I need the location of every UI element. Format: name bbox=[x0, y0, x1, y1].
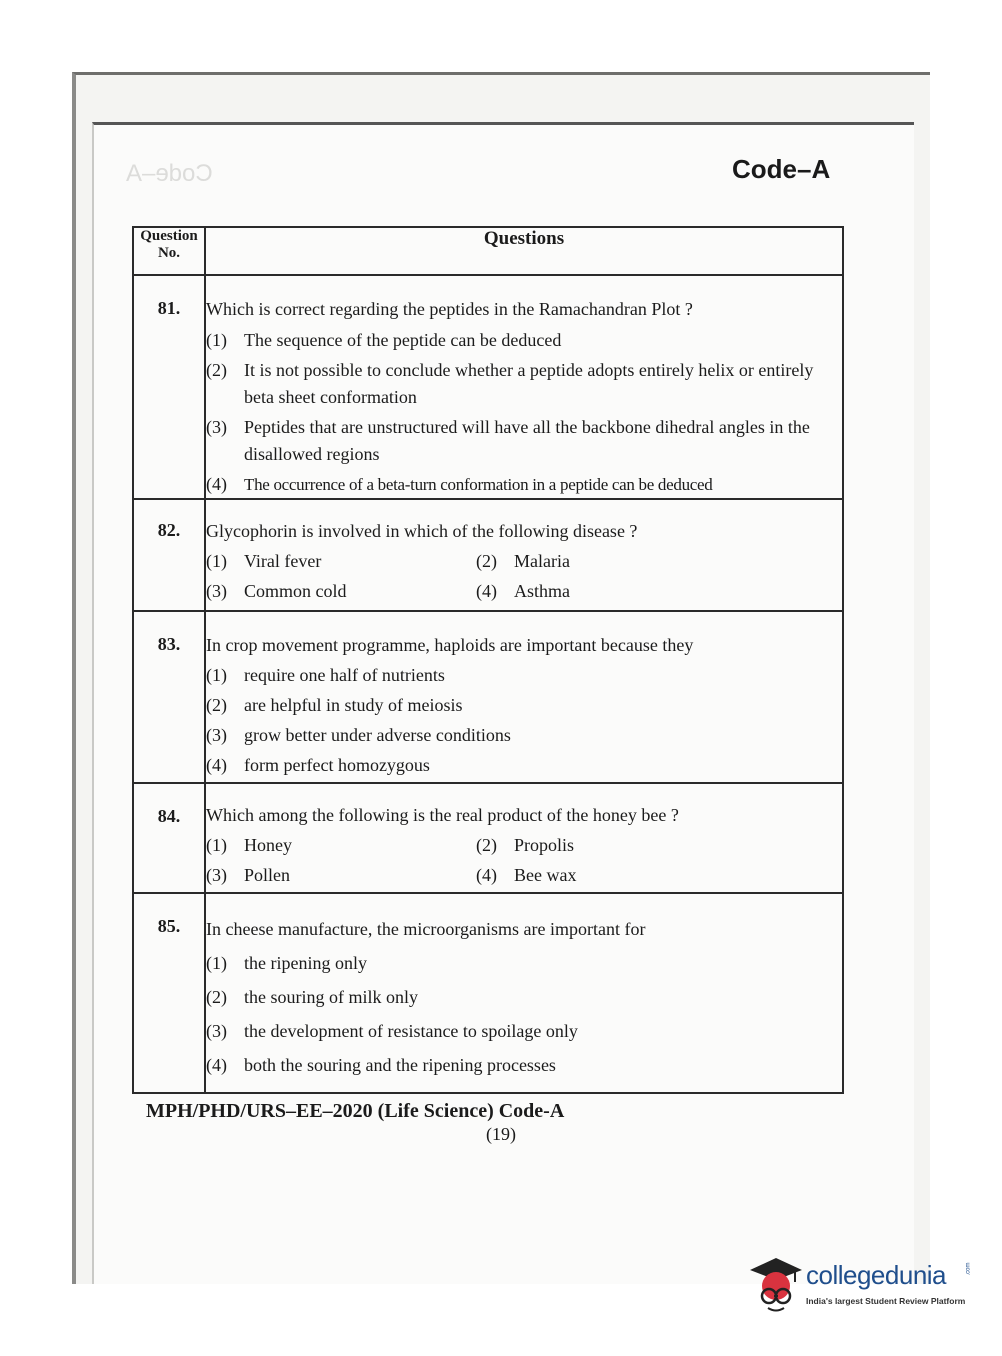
option: (3) Peptides that are unstructured will have all the backbone dihedral angles in the disallowed regions bbox=[206, 417, 810, 464]
options-row bbox=[206, 576, 842, 606]
option: (3) Pollen bbox=[206, 865, 291, 885]
option: (2) the souring of milk only bbox=[206, 987, 418, 1007]
option: (2) It is not possible to conclude whether a peptide adopts entirely helix or entirely beta sheet conformation bbox=[206, 360, 814, 407]
brand-suffix: .com bbox=[965, 1262, 972, 1276]
question-row bbox=[133, 275, 843, 499]
question-number: 84. bbox=[133, 783, 205, 893]
exam-title-footer: MPH/PHD/URS–EE–2020 (Life Science) Code-A bbox=[146, 1100, 565, 1122]
question-text: Glycophorin is involved in which of the following disease ? bbox=[206, 521, 638, 541]
brand-name: collegedunia bbox=[806, 1260, 947, 1290]
bleed-through-text: Code–A bbox=[126, 160, 213, 187]
question-number: 82. bbox=[133, 499, 205, 611]
option: (3) the development of resistance to spoilage only bbox=[206, 1021, 578, 1041]
option: (1) Viral fever bbox=[206, 551, 322, 571]
option: (4) The occurrence of a beta-turn conformation in a peptide can be deduced bbox=[206, 474, 713, 494]
option: (4) form perfect homozygous bbox=[206, 755, 430, 775]
option: (1) the ripening only bbox=[206, 953, 367, 973]
question-row bbox=[133, 783, 843, 893]
option: (2) Malaria bbox=[476, 551, 570, 571]
questions-table bbox=[132, 226, 844, 1094]
question-text: In crop movement programme, haploids are important because they bbox=[206, 635, 694, 655]
question-row bbox=[133, 499, 843, 611]
option: (4) Asthma bbox=[476, 581, 570, 601]
option: (1) The sequence of the peptide can be deduced bbox=[206, 330, 562, 350]
questions-header: Questions bbox=[205, 227, 843, 275]
option: (3) grow better under adverse conditions bbox=[206, 725, 511, 745]
question-row bbox=[133, 611, 843, 783]
option: (1) require one half of nutrients bbox=[206, 665, 445, 685]
options-row bbox=[206, 860, 842, 890]
question-text: In cheese manufacture, the microorganisms are important for bbox=[206, 919, 646, 939]
question-content bbox=[205, 275, 843, 499]
option: (1) Honey bbox=[206, 835, 292, 855]
page-number: (19) bbox=[486, 1124, 516, 1144]
option: (3) Common cold bbox=[206, 581, 347, 601]
option: (2) are helpful in study of meiosis bbox=[206, 695, 463, 715]
brand-tagline: India's largest Student Review Platform bbox=[806, 1296, 966, 1306]
question-row bbox=[133, 893, 843, 1093]
question-content bbox=[205, 499, 843, 611]
question-number-header: Question No. bbox=[133, 227, 205, 275]
question-number: 81. bbox=[133, 275, 205, 499]
option: (4) both the souring and the ripening processes bbox=[206, 1055, 556, 1075]
graduate-mascot-icon bbox=[746, 1252, 802, 1314]
question-number: 85. bbox=[133, 893, 205, 1093]
option: (2) Propolis bbox=[476, 835, 575, 855]
question-content bbox=[205, 611, 843, 783]
paper-code-label: Code–A bbox=[732, 154, 831, 184]
question-text: Which is correct regarding the peptides in the Ramachandran Plot ? bbox=[206, 299, 693, 319]
question-number: 83. bbox=[133, 611, 205, 783]
collegedunia-watermark bbox=[746, 1252, 974, 1316]
option: (4) Bee wax bbox=[476, 865, 577, 885]
question-content bbox=[205, 783, 843, 893]
options-row bbox=[206, 830, 842, 860]
question-text: Which among the following is the real product of the honey bee ? bbox=[206, 805, 679, 825]
options-row bbox=[206, 546, 842, 576]
question-content bbox=[205, 893, 843, 1093]
